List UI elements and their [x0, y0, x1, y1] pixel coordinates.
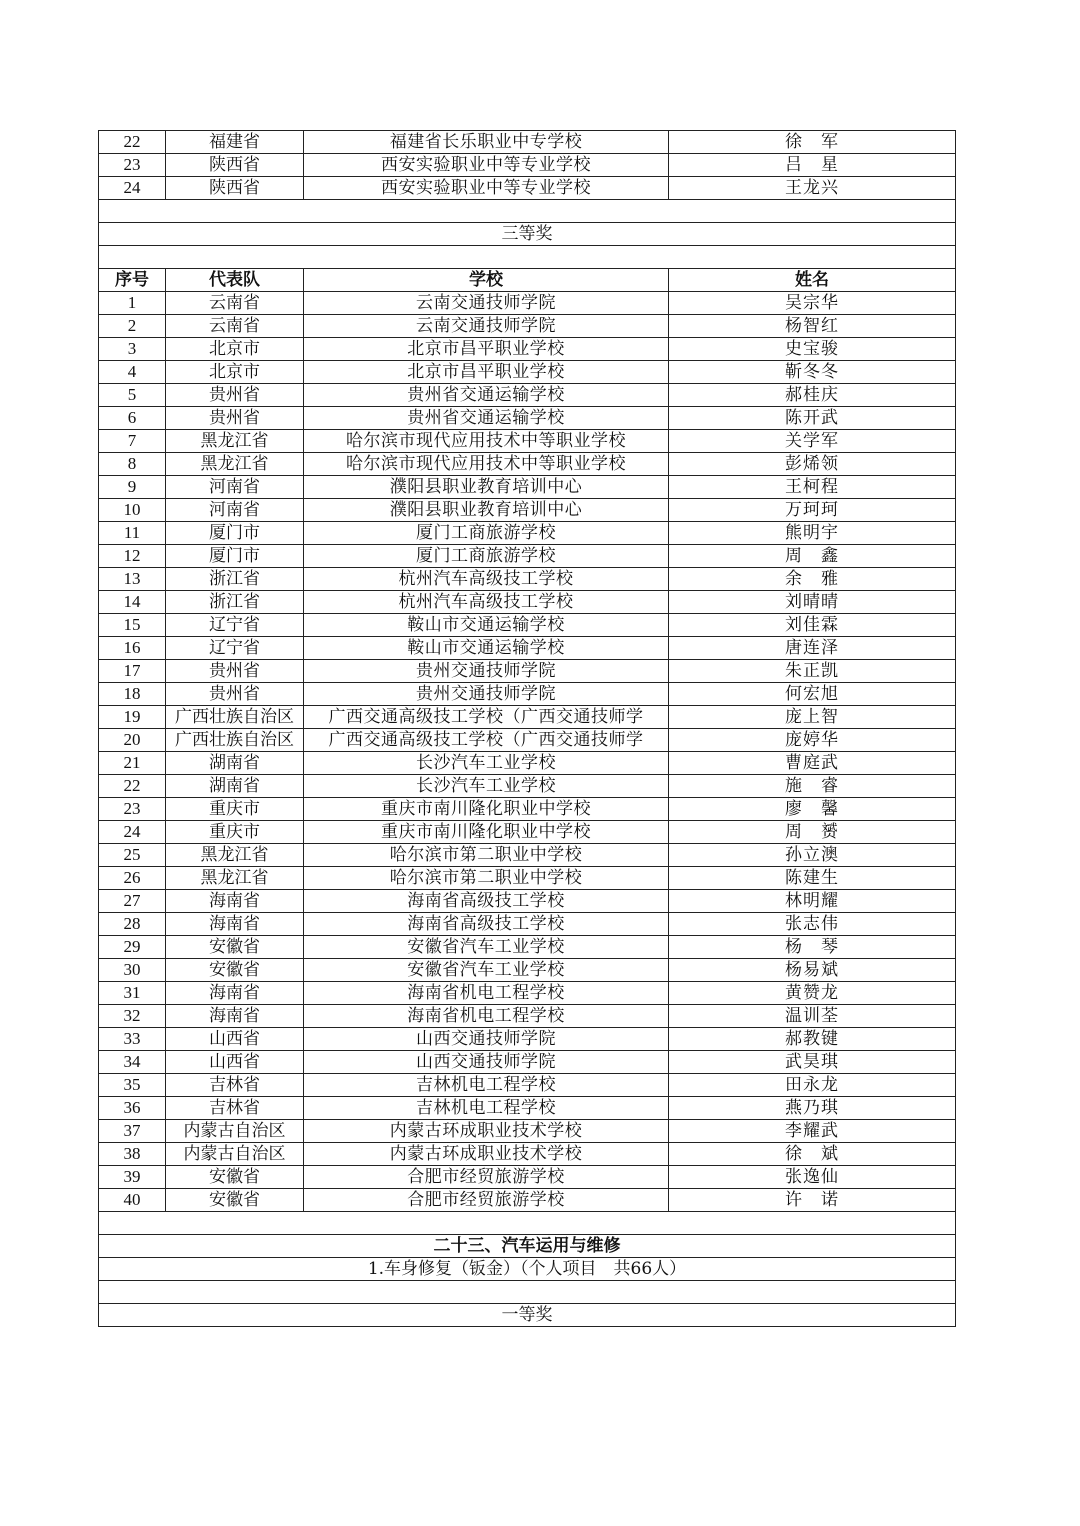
- table-row: [99, 1189, 956, 1212]
- row-index: 10: [99, 499, 166, 522]
- results-table-body: [99, 131, 956, 1327]
- row-name: 史宝骏: [669, 338, 956, 361]
- row-school: 山西交通技师学院: [304, 1028, 669, 1051]
- table-row: [99, 453, 956, 476]
- results-table: [98, 130, 956, 1327]
- row-index: 18: [99, 683, 166, 706]
- row-school: 山西交通技师学院: [304, 1051, 669, 1074]
- row-school: 厦门工商旅游学校: [304, 545, 669, 568]
- row-index: 5: [99, 384, 166, 407]
- row-school: 濮阳县职业教育培训中心: [304, 499, 669, 522]
- row-name: 徐 军: [669, 131, 956, 154]
- row-team: 海南省: [166, 1005, 304, 1028]
- row-school: 长沙汽车工业学校: [304, 775, 669, 798]
- table-row: [99, 384, 956, 407]
- row-school: 重庆市南川隆化职业中学校: [304, 821, 669, 844]
- blank-row: [99, 1281, 956, 1304]
- row-team: 吉林省: [166, 1074, 304, 1097]
- row-index: 8: [99, 453, 166, 476]
- table-row: [99, 476, 956, 499]
- row-index: 34: [99, 1051, 166, 1074]
- table-row: [99, 775, 956, 798]
- row-index: 38: [99, 1143, 166, 1166]
- table-row: [99, 683, 956, 706]
- row-name: 张志伟: [669, 913, 956, 936]
- row-school: 西安实验职业中等专业学校: [304, 154, 669, 177]
- blank-cell: [99, 200, 956, 223]
- row-name: 刘佳霖: [669, 614, 956, 637]
- row-index: 12: [99, 545, 166, 568]
- table-row: [99, 154, 956, 177]
- row-index: 29: [99, 936, 166, 959]
- row-school: 福建省长乐职业中专学校: [304, 131, 669, 154]
- row-team: 陕西省: [166, 154, 304, 177]
- prize-title-row: [99, 1304, 956, 1327]
- row-team: 海南省: [166, 890, 304, 913]
- row-team: 辽宁省: [166, 614, 304, 637]
- row-index: 23: [99, 798, 166, 821]
- row-name: 温训荃: [669, 1005, 956, 1028]
- row-school: 安徽省汽车工业学校: [304, 959, 669, 982]
- row-team: 北京市: [166, 338, 304, 361]
- header-name: 姓名: [669, 269, 956, 292]
- third-prize-title: 三等奖: [99, 223, 956, 246]
- row-team: 福建省: [166, 131, 304, 154]
- table-row: [99, 361, 956, 384]
- table-row: [99, 1143, 956, 1166]
- table-row: [99, 292, 956, 315]
- row-index: 30: [99, 959, 166, 982]
- table-row: [99, 1097, 956, 1120]
- row-name: 熊明宇: [669, 522, 956, 545]
- row-team: 吉林省: [166, 1097, 304, 1120]
- row-index: 6: [99, 407, 166, 430]
- table-row: [99, 499, 956, 522]
- table-row: [99, 614, 956, 637]
- row-school: 云南交通技师学院: [304, 292, 669, 315]
- table-row: [99, 752, 956, 775]
- row-team: 厦门市: [166, 545, 304, 568]
- header-team: 代表队: [166, 269, 304, 292]
- row-name: 万珂珂: [669, 499, 956, 522]
- row-index: 19: [99, 706, 166, 729]
- row-team: 海南省: [166, 913, 304, 936]
- row-team: 黑龙江省: [166, 867, 304, 890]
- row-index: 22: [99, 775, 166, 798]
- table-row: [99, 821, 956, 844]
- row-school: 哈尔滨市现代应用技术中等职业学校: [304, 430, 669, 453]
- prize-title-row: [99, 223, 956, 246]
- table-row: [99, 1005, 956, 1028]
- row-school: 吉林机电工程学校: [304, 1074, 669, 1097]
- header-school: 学校: [304, 269, 669, 292]
- blank-cell: [99, 1212, 956, 1235]
- row-name: 林明耀: [669, 890, 956, 913]
- row-name: 郝教键: [669, 1028, 956, 1051]
- row-name: 施 睿: [669, 775, 956, 798]
- row-team: 湖南省: [166, 775, 304, 798]
- row-team: 黑龙江省: [166, 844, 304, 867]
- row-team: 贵州省: [166, 660, 304, 683]
- row-index: 4: [99, 361, 166, 384]
- row-school: 内蒙古环成职业技术学校: [304, 1143, 669, 1166]
- row-index: 17: [99, 660, 166, 683]
- row-team: 安徽省: [166, 936, 304, 959]
- row-team: 北京市: [166, 361, 304, 384]
- row-team: 内蒙古自治区: [166, 1120, 304, 1143]
- row-school: 安徽省汽车工业学校: [304, 936, 669, 959]
- row-team: 山西省: [166, 1028, 304, 1051]
- table-header-row: [99, 269, 956, 292]
- row-team: 重庆市: [166, 821, 304, 844]
- section-title-row: [99, 1235, 956, 1258]
- row-school: 哈尔滨市现代应用技术中等职业学校: [304, 453, 669, 476]
- row-name: 孙立澳: [669, 844, 956, 867]
- row-index: 11: [99, 522, 166, 545]
- row-team: 贵州省: [166, 384, 304, 407]
- row-name: 彭烯领: [669, 453, 956, 476]
- row-name: 吴宗华: [669, 292, 956, 315]
- row-team: 安徽省: [166, 959, 304, 982]
- header-index: 序号: [99, 269, 166, 292]
- row-school: 哈尔滨市第二职业中学校: [304, 844, 669, 867]
- row-team: 内蒙古自治区: [166, 1143, 304, 1166]
- table-row: [99, 798, 956, 821]
- table-row: [99, 637, 956, 660]
- blank-row: [99, 246, 956, 269]
- row-team: 重庆市: [166, 798, 304, 821]
- row-index: 23: [99, 154, 166, 177]
- row-team: 安徽省: [166, 1189, 304, 1212]
- table-row: [99, 591, 956, 614]
- row-school: 贵州省交通运输学校: [304, 384, 669, 407]
- row-index: 37: [99, 1120, 166, 1143]
- table-row: [99, 959, 956, 982]
- row-name: 陈建生: [669, 867, 956, 890]
- row-team: 黑龙江省: [166, 430, 304, 453]
- row-team: 海南省: [166, 982, 304, 1005]
- blank-cell: [99, 1281, 956, 1304]
- blank-cell: [99, 246, 956, 269]
- row-school: 海南省机电工程学校: [304, 1005, 669, 1028]
- row-index: 22: [99, 131, 166, 154]
- row-index: 21: [99, 752, 166, 775]
- table-row: [99, 706, 956, 729]
- row-team: 河南省: [166, 476, 304, 499]
- table-row: [99, 1051, 956, 1074]
- table-row: [99, 407, 956, 430]
- row-name: 何宏旭: [669, 683, 956, 706]
- subsection-title-row: [99, 1258, 956, 1281]
- row-name: 许 诺: [669, 1189, 956, 1212]
- row-name: 郝桂庆: [669, 384, 956, 407]
- row-team: 安徽省: [166, 1166, 304, 1189]
- row-school: 海南省高级技工学校: [304, 890, 669, 913]
- row-team: 云南省: [166, 315, 304, 338]
- row-name: 杨智红: [669, 315, 956, 338]
- row-index: 7: [99, 430, 166, 453]
- table-row: [99, 545, 956, 568]
- row-team: 河南省: [166, 499, 304, 522]
- row-name: 陈开武: [669, 407, 956, 430]
- row-team: 黑龙江省: [166, 453, 304, 476]
- row-school: 杭州汽车高级技工学校: [304, 591, 669, 614]
- row-index: 13: [99, 568, 166, 591]
- row-index: 27: [99, 890, 166, 913]
- row-name: 李耀武: [669, 1120, 956, 1143]
- table-row: [99, 660, 956, 683]
- row-index: 24: [99, 821, 166, 844]
- row-name: 杨易斌: [669, 959, 956, 982]
- row-index: 40: [99, 1189, 166, 1212]
- row-index: 26: [99, 867, 166, 890]
- row-name: 余 雅: [669, 568, 956, 591]
- row-school: 云南交通技师学院: [304, 315, 669, 338]
- table-row: [99, 913, 956, 936]
- row-index: 24: [99, 177, 166, 200]
- row-school: 内蒙古环成职业技术学校: [304, 1120, 669, 1143]
- first-prize-title: 一等奖: [99, 1304, 956, 1327]
- row-name: 周 鑫: [669, 545, 956, 568]
- row-team: 云南省: [166, 292, 304, 315]
- row-team: 湖南省: [166, 752, 304, 775]
- row-name: 曹庭武: [669, 752, 956, 775]
- table-row: [99, 867, 956, 890]
- row-school: 吉林机电工程学校: [304, 1097, 669, 1120]
- row-school: 鞍山市交通运输学校: [304, 614, 669, 637]
- row-index: 35: [99, 1074, 166, 1097]
- row-school: 广西交通高级技工学校（广西交通技师学: [304, 706, 669, 729]
- table-row: [99, 522, 956, 545]
- row-name: 周 赟: [669, 821, 956, 844]
- row-name: 张逸仙: [669, 1166, 956, 1189]
- row-school: 广西交通高级技工学校（广西交通技师学: [304, 729, 669, 752]
- row-name: 廖 馨: [669, 798, 956, 821]
- row-school: 贵州交通技师学院: [304, 660, 669, 683]
- row-name: 武昊琪: [669, 1051, 956, 1074]
- row-school: 海南省高级技工学校: [304, 913, 669, 936]
- row-name: 关学军: [669, 430, 956, 453]
- row-name: 黄赞龙: [669, 982, 956, 1005]
- row-index: 28: [99, 913, 166, 936]
- row-index: 32: [99, 1005, 166, 1028]
- row-index: 31: [99, 982, 166, 1005]
- row-school: 北京市昌平职业学校: [304, 361, 669, 384]
- section-title: 二十三、汽车运用与维修: [99, 1235, 956, 1258]
- row-index: 33: [99, 1028, 166, 1051]
- row-team: 贵州省: [166, 407, 304, 430]
- row-school: 鞍山市交通运输学校: [304, 637, 669, 660]
- table-row: [99, 1120, 956, 1143]
- row-name: 吕 星: [669, 154, 956, 177]
- row-school: 哈尔滨市第二职业中学校: [304, 867, 669, 890]
- row-index: 15: [99, 614, 166, 637]
- row-index: 1: [99, 292, 166, 315]
- row-team: 浙江省: [166, 568, 304, 591]
- row-index: 20: [99, 729, 166, 752]
- row-name: 王龙兴: [669, 177, 956, 200]
- row-team: 广西壮族自治区: [166, 706, 304, 729]
- row-name: 刘晴晴: [669, 591, 956, 614]
- table-row: [99, 315, 956, 338]
- row-team: 厦门市: [166, 522, 304, 545]
- row-name: 朱正凯: [669, 660, 956, 683]
- row-index: 2: [99, 315, 166, 338]
- blank-row: [99, 200, 956, 223]
- row-school: 长沙汽车工业学校: [304, 752, 669, 775]
- row-school: 合肥市经贸旅游学校: [304, 1189, 669, 1212]
- row-index: 36: [99, 1097, 166, 1120]
- row-index: 9: [99, 476, 166, 499]
- table-row: [99, 131, 956, 154]
- table-row: [99, 338, 956, 361]
- row-team: 浙江省: [166, 591, 304, 614]
- row-school: 西安实验职业中等专业学校: [304, 177, 669, 200]
- row-name: 杨 琴: [669, 936, 956, 959]
- row-name: 庞婷华: [669, 729, 956, 752]
- row-school: 濮阳县职业教育培训中心: [304, 476, 669, 499]
- row-team: 辽宁省: [166, 637, 304, 660]
- row-team: 陕西省: [166, 177, 304, 200]
- row-index: 3: [99, 338, 166, 361]
- row-school: 厦门工商旅游学校: [304, 522, 669, 545]
- row-index: 39: [99, 1166, 166, 1189]
- table-row: [99, 1028, 956, 1051]
- table-row: [99, 1166, 956, 1189]
- table-row: [99, 430, 956, 453]
- row-school: 合肥市经贸旅游学校: [304, 1166, 669, 1189]
- row-name: 庞上智: [669, 706, 956, 729]
- row-name: 燕乃琪: [669, 1097, 956, 1120]
- row-team: 贵州省: [166, 683, 304, 706]
- row-index: 16: [99, 637, 166, 660]
- table-row: [99, 1074, 956, 1097]
- row-team: 广西壮族自治区: [166, 729, 304, 752]
- row-school: 杭州汽车高级技工学校: [304, 568, 669, 591]
- row-school: 贵州交通技师学院: [304, 683, 669, 706]
- row-index: 14: [99, 591, 166, 614]
- row-school: 贵州省交通运输学校: [304, 407, 669, 430]
- table-row: [99, 177, 956, 200]
- row-school: 重庆市南川隆化职业中学校: [304, 798, 669, 821]
- row-name: 王柯程: [669, 476, 956, 499]
- table-row: [99, 890, 956, 913]
- row-name: 唐连泽: [669, 637, 956, 660]
- row-name: 徐 斌: [669, 1143, 956, 1166]
- row-school: 海南省机电工程学校: [304, 982, 669, 1005]
- table-row: [99, 936, 956, 959]
- subsection-title: 1.车身修复（钣金）（个人项目 共66人）: [99, 1258, 956, 1281]
- table-row: [99, 844, 956, 867]
- table-row: [99, 729, 956, 752]
- row-team: 山西省: [166, 1051, 304, 1074]
- row-school: 北京市昌平职业学校: [304, 338, 669, 361]
- blank-row: [99, 1212, 956, 1235]
- table-row: [99, 568, 956, 591]
- row-name: 靳冬冬: [669, 361, 956, 384]
- table-row: [99, 982, 956, 1005]
- row-name: 田永龙: [669, 1074, 956, 1097]
- row-index: 25: [99, 844, 166, 867]
